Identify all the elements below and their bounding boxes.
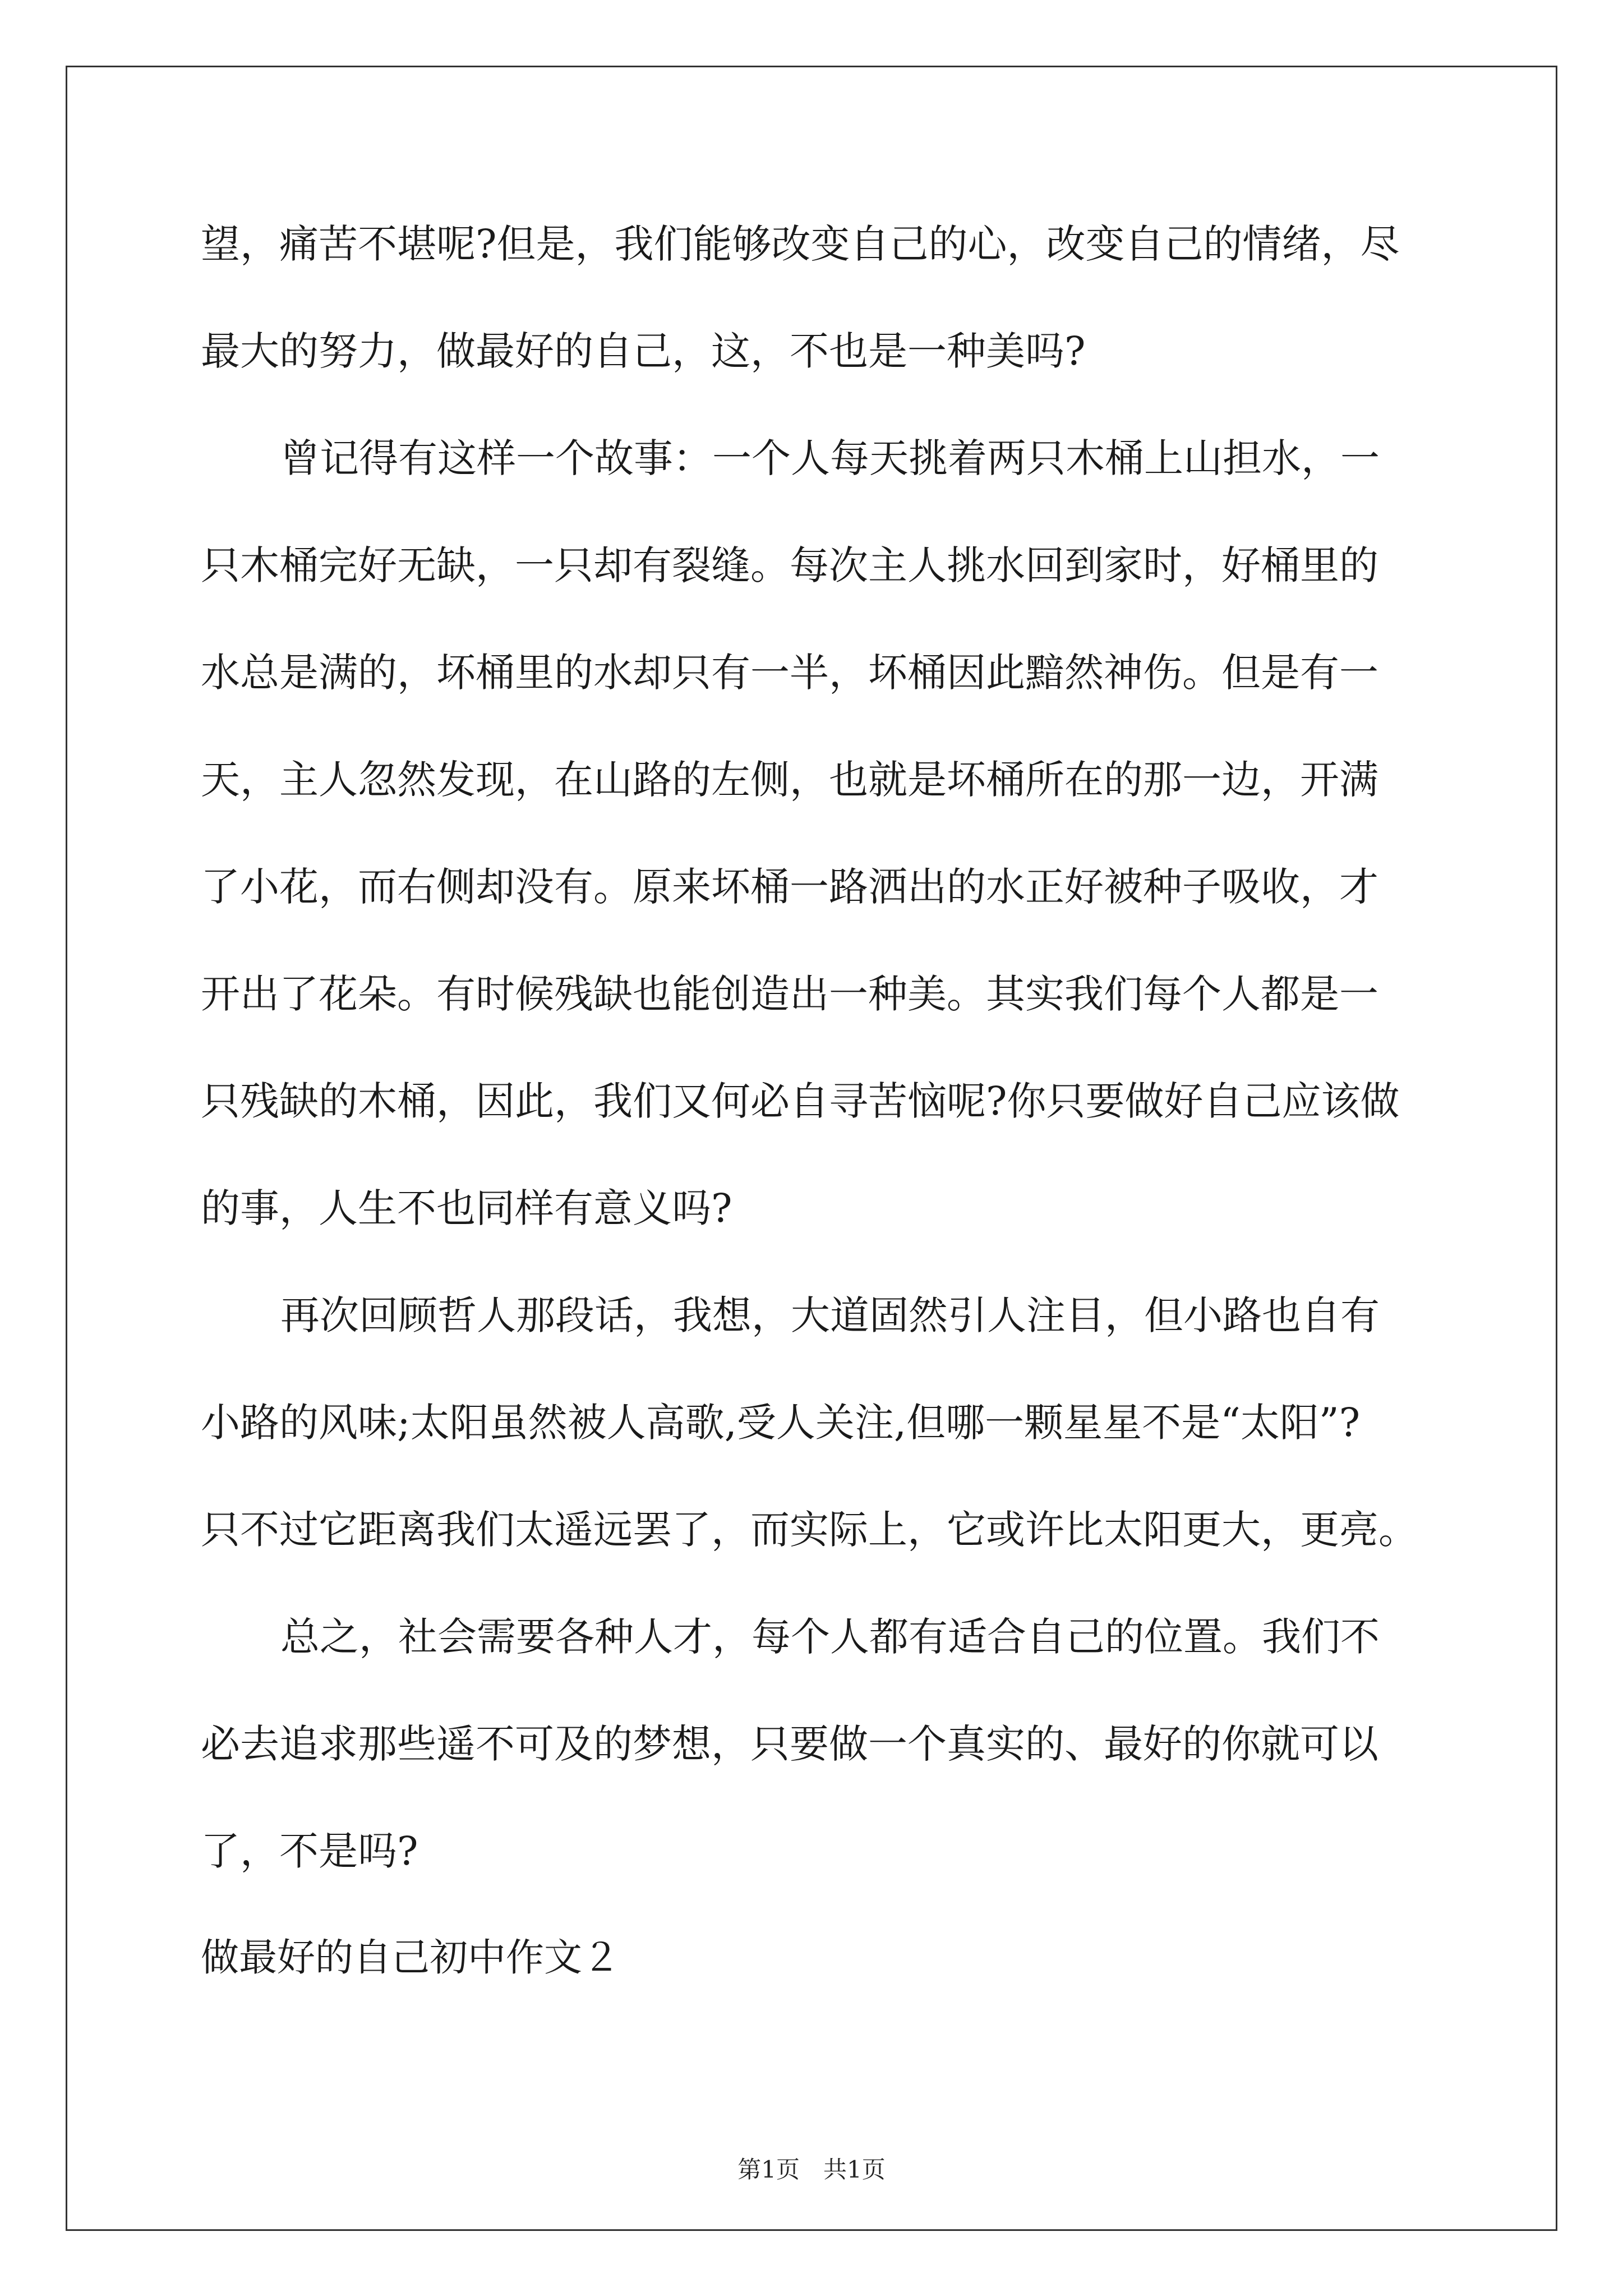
text-line: 天，主人忽然发现，在山路的左侧，也就是坏桶所在的那一边，开满 — [201, 757, 1378, 803]
text-line: 水总是满的，坏桶里的水却只有一半，坏桶因此黯然神伤。但是有一 — [201, 650, 1378, 696]
paragraph-start-line: 曾记得有这样一个故事：一个人每天挑着两只木桶上山担水，一 — [280, 435, 1380, 481]
document-body — [201, 210, 1435, 2032]
text-line: 只不过它距离我们太遥远罢了，而实际上，它或许比太阳更大，更亮。 — [201, 1507, 1418, 1553]
text-line: 的事，人生不也同样有意义吗? — [201, 1185, 732, 1231]
paragraph-start-line: 总之，社会需要各种人才，每个人都有适合自己的位置。我们不 — [280, 1614, 1380, 1660]
text-line: 小路的风味;太阳虽然被人高歌,受人关注,但哪一颗星星不是“太阳”? — [201, 1400, 1361, 1446]
text-line: 了小花，而右侧却没有。原来坏桶一路洒出的水正好被种子吸收，才 — [201, 864, 1378, 910]
text-line: 望，痛苦不堪呢?但是，我们能够改变自己的心，改变自己的情绪，尽 — [201, 221, 1400, 267]
text-line: 开出了花朵。有时候残缺也能创造出一种美。其实我们每个人都是一 — [201, 971, 1378, 1017]
paragraph-start-line: 再次回顾哲人那段话，我想，大道固然引人注目，但小路也自有 — [280, 1292, 1380, 1338]
text-line: 必去追求那些遥不可及的梦想，只要做一个真实的、最好的你就可以 — [201, 1721, 1378, 1767]
page-number-footer: 第1页 共1页 — [737, 2156, 886, 2183]
text-line: 最大的努力，做最好的自己，这，不也是一种美吗? — [201, 328, 1086, 374]
text-line: 了，不是吗? — [201, 1828, 418, 1874]
text-line: 只木桶完好无缺，一只却有裂缝。每次主人挑水回到家时，好桶里的 — [201, 542, 1378, 588]
section-title: 做最好的自己初中作文２ — [201, 1936, 621, 1980]
text-line: 只残缺的木桶，因此，我们又何必自寻苦恼呢?你只要做好自己应该做 — [201, 1078, 1400, 1124]
